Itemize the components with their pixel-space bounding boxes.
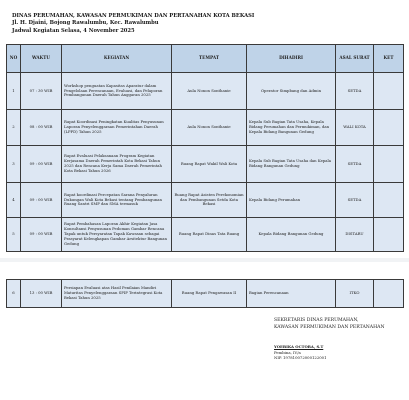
table-row [7, 110, 404, 146]
cell-activity: Rapat koordinasi Percepatan Sarana Penyaluran Dukungan Wali Kota Bekasi tentang Pembangunan Ruang Santri SMP dan SMA termasuk [62, 183, 172, 218]
cell-activity: Rapat Evaluasi Pelaksanaan Program Kegiatan Kerjasama Daerah Pemerintah Kota Bekasi Tahun 2025 dan Rencana Kerja Sama Daerah Pemerintah Kota Bekasi Tahun 2026 [62, 146, 172, 183]
table-header-row [7, 45, 404, 73]
cell-place: Ruang Rapat Wakil Wali Kota [172, 146, 247, 183]
cell-time: 08 : 00 WIB [21, 110, 62, 146]
schedule-title: Jadwal Kegiatan Selasa, 4 November 2025 [12, 27, 135, 34]
cell-attendees: Operator Simpbang dan Admin [247, 73, 336, 110]
document-header [12, 13, 254, 35]
cell-no: 5 [7, 218, 21, 252]
table-row [7, 280, 404, 308]
cell-note [374, 183, 404, 218]
cell-place: Aula Nonon Sonthanie [172, 110, 247, 146]
col-header-source: ASAL SURAT [336, 45, 374, 73]
cell-attendees: Kepala Sub Bagian Tata Usaha dan Kepala Bidang Bangunan Gedung [247, 146, 336, 183]
cell-note [374, 146, 404, 183]
cell-no: 4 [7, 183, 21, 218]
cell-place: Aula Nonon Sonthanie [172, 73, 247, 110]
agency-name: DINAS PERUMAHAN, KAWASAN PERMUKIMAN DAN PERTANAHAN KOTA BEKASI [12, 13, 255, 19]
table-row [7, 146, 404, 183]
schedule-table-continued [6, 279, 404, 308]
agency-address: Jl. H. Djaini, Bojong Rawalumbu, Kec. Rawalumbu [12, 20, 159, 27]
col-header-time: WAKTU [21, 45, 62, 73]
signatory-rank: Pembina, IV/a [274, 349, 301, 355]
cell-attendees: Kepala Bidang Bangunan Gedung [247, 218, 336, 252]
col-header-note: KET [374, 45, 404, 73]
col-header-activity: KEGIATAN [62, 45, 172, 73]
cell-time: 07 : 30 WIB [21, 73, 62, 110]
cell-source: DISTARU [336, 218, 374, 252]
col-header-attendees: DIHADIRI [247, 45, 336, 73]
col-header-no: NO [7, 45, 21, 73]
cell-activity: Workshop penguatan Kapasitas Aparatur dalam Pengelolaan Perencanaan, Evaluasi, dan Pelaporan Pembangunan Daerah Tahun Anggaran 2025 [62, 73, 172, 110]
cell-activity: Rapat Pembahasan Laporan Akhir Kegiatan Jasa Konsultansi Penyusunan Pedoman Gambar Rencana Tapak untuk Persyaratan Tapak Kawasan sebagai Prasyarat Kelengkapan Gambar Arsitektur Bangunan Gedung [62, 218, 172, 252]
cell-no: 1 [7, 73, 21, 110]
table-row [7, 218, 404, 252]
cell-time: 13 : 00 WIB [21, 280, 62, 308]
cell-note [374, 73, 404, 110]
col-header-place: TEMPAT [172, 45, 247, 73]
cell-note [374, 110, 404, 146]
cell-no: 6 [7, 280, 21, 308]
table-row [7, 183, 404, 218]
cell-note [374, 218, 404, 252]
signature-block [274, 318, 384, 361]
cell-place: Ruang Rapat Pengawasan II [172, 280, 247, 308]
signature-office-line2: KAWASAN PERMUKIMAN DAN PERTANAHAN [274, 324, 385, 330]
cell-source: WALI KOTA [336, 110, 374, 146]
cell-source: SETDA [336, 73, 374, 110]
cell-source: SETDA [336, 183, 374, 218]
table-row [7, 73, 404, 110]
cell-activity: Rapat Koordinasi Peningkatan Kualitas Penyusunan Laporan Penyelenggaraan Pemerintahan Daerah (LPPD) Tahun 2025 [62, 110, 172, 146]
cell-note [374, 280, 404, 308]
cell-time: 09 : 00 WIB [21, 218, 62, 252]
signatory-nip: NIP. 197810072000122001 [274, 355, 327, 361]
cell-source: SETDA [336, 146, 374, 183]
cell-attendees: Kepala Bidang Perumahan [247, 183, 336, 218]
cell-source: ITKO [336, 280, 374, 308]
cell-no: 2 [7, 110, 21, 146]
schedule-table [6, 44, 404, 252]
cell-time: 09 : 00 WIB [21, 183, 62, 218]
cell-time: 09 : 00 WIB [21, 146, 62, 183]
cell-activity: Persiapan Evaluasi atas Hasil Penilaian Mandiri Maturitas Penyelenggaraan SPIP Terintegrasi Kota Bekasi Tahun 2025 [62, 280, 172, 308]
cell-attendees: Kepala Sub Bagian Tata Usaha, Kepala Bidang Perumahan dan Permukiman, dan Kepala Bidang Bangunan Gedung [247, 110, 336, 146]
cell-place: Ruang Rapat Dinas Tata Ruang [172, 218, 247, 252]
cell-attendees: Bagian Perencanaan [247, 280, 336, 308]
signature-office-line1: SEKRETARIS DINAS PERUMAHAN, [274, 318, 359, 323]
cell-no: 3 [7, 146, 21, 183]
signatory-name: YOEBIKA OCTORA, S.T [274, 344, 324, 350]
cell-place: Ruang Rapat Asisten Perekonomian dan Pembangunan Setda Kota Bekasi [172, 183, 247, 218]
